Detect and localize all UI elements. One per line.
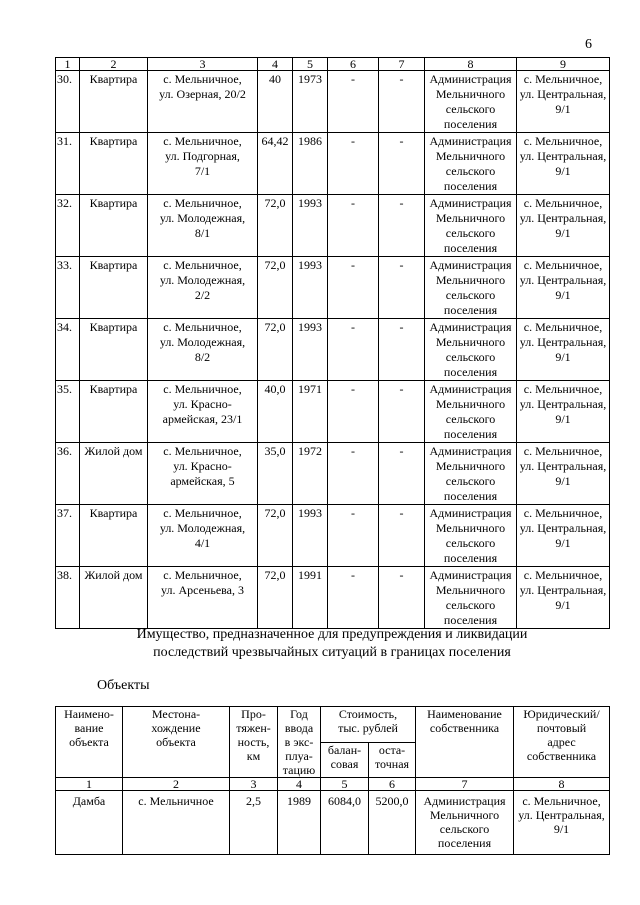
col-header-owner-address-line: Юридический/ <box>523 707 600 721</box>
owner-address-line: с. Мельничное, <box>523 134 603 148</box>
table-row <box>56 257 610 319</box>
owner-name-line: Мельничного <box>435 335 506 349</box>
owner-name-line: Администрация <box>429 72 512 86</box>
table-row <box>56 567 610 629</box>
owner-name-line: Мельничного <box>435 87 506 101</box>
col-header-owner-line: собственника <box>429 721 500 735</box>
property-address-line: ул. Арсеньева, 3 <box>161 583 244 597</box>
row-number: 38. <box>56 567 80 629</box>
owner-address-line: с. Мельничное, <box>523 320 603 334</box>
objects-heading: Объекты <box>97 678 150 693</box>
property-address-line: с. Мельничное, <box>163 382 242 396</box>
column-number: 9 <box>517 58 610 71</box>
col-header-commission-year <box>278 707 321 778</box>
col-header-owner-address-line: собственника <box>526 749 597 763</box>
col-header-length-line: км <box>246 749 261 763</box>
owner-address-line: с. Мельничное, <box>523 506 603 520</box>
property-address-line: с. Мельничное, <box>163 72 242 86</box>
property-year: 1971 <box>293 381 328 443</box>
column-number: 2 <box>80 58 148 71</box>
owner-name-line: сельского <box>445 288 496 302</box>
owner-name <box>425 505 517 567</box>
cost-balance: 6084,0 <box>321 791 369 855</box>
table-row <box>56 791 610 855</box>
property-area: 72,0 <box>258 319 293 381</box>
col-header-length-line: ность, <box>237 735 270 749</box>
owner-name-line: поселения <box>437 836 492 850</box>
property-address <box>148 133 258 195</box>
owner-address-line: с. Мельничное, <box>523 382 603 396</box>
owner-address-line: ул. Центральная, <box>518 808 605 822</box>
owner-name-line: поселения <box>443 427 498 441</box>
owner-address <box>517 443 610 505</box>
property-type: Квартира <box>80 319 148 381</box>
property-address-line: 2/2 <box>194 288 211 302</box>
section-title <box>55 626 609 662</box>
cost-residual: 5200,0 <box>369 791 416 855</box>
property-address-line: ул. Молодежная, <box>159 521 246 535</box>
owner-name-line: сельского <box>439 822 490 836</box>
owner-address-line: с. Мельничное, <box>523 72 603 86</box>
column-7-value: - <box>379 505 425 567</box>
property-area: 35,0 <box>258 443 293 505</box>
owner-address <box>517 133 610 195</box>
col-header-object-name-line: объекта <box>69 735 109 749</box>
col-header-object-name-line: вание <box>74 721 104 735</box>
object-name: Дамба <box>56 791 123 855</box>
owner-name-line: поселения <box>443 179 498 193</box>
emergency-objects-table <box>55 706 610 855</box>
property-address <box>148 257 258 319</box>
owner-name-line: поселения <box>443 551 498 565</box>
column-6-value: - <box>328 195 379 257</box>
owner-name <box>425 443 517 505</box>
property-type: Жилой дом <box>80 567 148 629</box>
owner-address <box>517 567 610 629</box>
column-6-value: - <box>328 71 379 133</box>
owner-name-line: сельского <box>445 164 496 178</box>
owner-name <box>425 133 517 195</box>
owner-name-line: Администрация <box>429 382 512 396</box>
row-number: 37. <box>56 505 80 567</box>
property-type: Квартира <box>80 195 148 257</box>
owner-address-line: ул. Центральная, <box>519 149 607 163</box>
property-type: Квартира <box>80 505 148 567</box>
column-7-value: - <box>379 71 425 133</box>
property-address <box>148 505 258 567</box>
owner-name <box>425 381 517 443</box>
col-header-commission-year-line: Год <box>290 707 308 721</box>
owner-address-line: ул. Центральная, <box>519 521 607 535</box>
property-address-line: ул. Озерная, 20/2 <box>159 87 246 101</box>
property-year: 1993 <box>293 505 328 567</box>
owner-name-line: Администрация <box>429 320 512 334</box>
col-header-cost-balance-line: балан- <box>327 742 362 757</box>
owner-address-line: с. Мельничное, <box>522 794 601 808</box>
column-number: 3 <box>148 58 258 71</box>
owner-name-line: поселения <box>443 489 498 503</box>
owner-address-line: 9/1 <box>555 474 571 488</box>
owner-name-line: сельского <box>445 350 496 364</box>
property-year: 1986 <box>293 133 328 195</box>
owner-address-line: с. Мельничное, <box>523 568 603 582</box>
row-number: 30. <box>56 71 80 133</box>
owner-address <box>517 195 610 257</box>
row-number: 33. <box>56 257 80 319</box>
owner-name <box>425 257 517 319</box>
owner-name <box>425 195 517 257</box>
owner-name-line: сельского <box>445 226 496 240</box>
column-number: 8 <box>425 58 517 71</box>
column-number: 6 <box>369 778 416 791</box>
property-year: 1993 <box>293 195 328 257</box>
property-year: 1972 <box>293 443 328 505</box>
property-address-line: ул. Молодежная, <box>159 211 246 225</box>
property-address-line: ул. Красно- <box>173 397 232 411</box>
owner-name-line: Мельничного <box>435 583 506 597</box>
table-row <box>56 133 610 195</box>
col-header-cost-residual <box>369 742 416 778</box>
col-header-cost-line: Стоимость, <box>338 707 398 721</box>
owner-address-line: ул. Центральная, <box>519 87 607 101</box>
property-type: Квартира <box>80 381 148 443</box>
owner-name-line: Администрация <box>423 794 506 808</box>
owner-name <box>425 319 517 381</box>
owner-address <box>517 381 610 443</box>
col-header-owner-address-line: почтовый <box>536 721 587 735</box>
property-address-line: с. Мельничное, <box>163 320 242 334</box>
property-year: 1973 <box>293 71 328 133</box>
property-address-line: с. Мельничное, <box>163 196 242 210</box>
column-6-value: - <box>328 319 379 381</box>
property-address-line: с. Мельничное, <box>163 568 242 582</box>
col-header-cost <box>321 707 416 743</box>
owner-name-line: сельского <box>445 536 496 550</box>
owner-address-line: 9/1 <box>555 102 571 116</box>
owner-address <box>517 71 610 133</box>
column-number: 5 <box>293 58 328 71</box>
table-row <box>56 505 610 567</box>
owner-name <box>416 791 514 855</box>
col-header-length-line: тяжен- <box>236 721 271 735</box>
owner-name-line: Администрация <box>429 258 512 272</box>
row-number: 31. <box>56 133 80 195</box>
owner-address-line: с. Мельничное, <box>523 258 603 272</box>
property-address-line: 4/1 <box>194 536 211 550</box>
owner-name-line: сельского <box>445 102 496 116</box>
column-6-value: - <box>328 443 379 505</box>
column-number-row <box>56 58 610 71</box>
column-number: 4 <box>278 778 321 791</box>
column-7-value: - <box>379 319 425 381</box>
owner-name-line: сельского <box>445 598 496 612</box>
row-number: 35. <box>56 381 80 443</box>
property-address-line: 7/1 <box>194 164 211 178</box>
column-7-value: - <box>379 133 425 195</box>
property-address-line: с. Мельничное, <box>163 258 242 272</box>
section-title-line: Имущество, предназначенное для предупреждения и ликвидации <box>136 627 528 642</box>
owner-address-line: 9/1 <box>555 350 571 364</box>
row-number: 34. <box>56 319 80 381</box>
column-number: 1 <box>56 778 123 791</box>
object-length: 2,5 <box>230 791 278 855</box>
col-header-object-name-line: Наимено- <box>64 707 114 721</box>
owner-name-line: сельского <box>445 474 496 488</box>
property-area: 72,0 <box>258 257 293 319</box>
column-7-value: - <box>379 257 425 319</box>
column-number: 2 <box>123 778 230 791</box>
col-header-owner <box>416 707 514 778</box>
owner-name-line: поселения <box>443 365 498 379</box>
property-address <box>148 71 258 133</box>
owner-address-line: ул. Центральная, <box>519 335 607 349</box>
property-address-line: армейская, 5 <box>170 474 235 488</box>
owner-address-line: с. Мельничное, <box>523 196 603 210</box>
property-address-line: 8/2 <box>194 350 211 364</box>
owner-name-line: поселения <box>443 613 498 627</box>
property-address-line: с. Мельничное, <box>163 444 242 458</box>
owner-address <box>517 319 610 381</box>
table-row <box>56 443 610 505</box>
col-header-commission-year-line: ввода <box>284 721 314 735</box>
owner-name-line: Администрация <box>429 196 512 210</box>
owner-address <box>517 257 610 319</box>
column-number-row <box>56 778 610 791</box>
col-header-cost-residual-line: оста- <box>378 742 406 757</box>
col-header-location-line: Местона- <box>151 707 201 721</box>
property-address <box>148 381 258 443</box>
col-header-length-line: Про- <box>241 707 266 721</box>
col-header-cost-balance <box>321 742 369 778</box>
row-number: 36. <box>56 443 80 505</box>
col-header-owner-line: Наименование <box>427 707 502 721</box>
owner-address-line: ул. Центральная, <box>519 273 607 287</box>
table-row <box>56 195 610 257</box>
object-year: 1989 <box>278 791 321 855</box>
col-header-cost-balance-line: совая <box>330 756 359 771</box>
col-header-owner-address <box>514 707 610 778</box>
property-address <box>148 195 258 257</box>
column-number: 1 <box>56 58 80 71</box>
owner-name-line: Мельничного <box>435 211 506 225</box>
owner-name-line: Мельничного <box>435 273 506 287</box>
section-title-line: последствий чрезвычайных ситуаций в границах поселения <box>153 645 511 660</box>
column-number: 8 <box>514 778 610 791</box>
table-row <box>56 71 610 133</box>
col-header-location <box>123 707 230 778</box>
column-6-value: - <box>328 505 379 567</box>
col-header-cost-line: тыс. рублей <box>338 721 398 735</box>
column-7-value: - <box>379 443 425 505</box>
property-address-line: с. Мельничное, <box>163 134 242 148</box>
object-location: с. Мельничное <box>123 791 230 855</box>
column-7-value: - <box>379 195 425 257</box>
row-number: 32. <box>56 195 80 257</box>
owner-name-line: Администрация <box>429 506 512 520</box>
owner-address-line: 9/1 <box>555 226 571 240</box>
column-6-value: - <box>328 133 379 195</box>
property-type: Квартира <box>80 133 148 195</box>
property-address <box>148 443 258 505</box>
column-7-value: - <box>379 381 425 443</box>
property-type: Квартира <box>80 71 148 133</box>
owner-address <box>514 791 610 855</box>
property-area: 72,0 <box>258 195 293 257</box>
table-row <box>56 381 610 443</box>
property-address-line: 8/1 <box>194 226 211 240</box>
property-address-line: с. Мельничное, <box>163 506 242 520</box>
owner-address-line: 9/1 <box>555 164 571 178</box>
column-number: 3 <box>230 778 278 791</box>
owner-name-line: Администрация <box>429 134 512 148</box>
property-table <box>55 57 610 629</box>
column-6-value: - <box>328 567 379 629</box>
owner-address-line: ул. Центральная, <box>519 211 607 225</box>
owner-address-line: 9/1 <box>555 288 571 302</box>
property-address-line: армейская, 23/1 <box>162 412 243 426</box>
col-header-object-name <box>56 707 123 778</box>
col-header-location-line: хождение <box>151 721 201 735</box>
owner-name-line: Администрация <box>429 568 512 582</box>
owner-address-line: ул. Центральная, <box>519 459 607 473</box>
column-number: 5 <box>321 778 369 791</box>
col-header-owner-address-line: адрес <box>547 735 576 749</box>
owner-name-line: Мельничного <box>435 397 506 411</box>
property-type: Квартира <box>80 257 148 319</box>
property-year: 1993 <box>293 257 328 319</box>
col-header-location-line: объекта <box>156 735 196 749</box>
property-year: 1993 <box>293 319 328 381</box>
owner-name-line: Мельничного <box>429 808 500 822</box>
owner-name <box>425 567 517 629</box>
column-7-value: - <box>379 567 425 629</box>
property-area: 64,42 <box>258 133 293 195</box>
owner-address-line: 9/1 <box>555 536 571 550</box>
property-address-line: ул. Подгорная, <box>165 149 240 163</box>
owner-name-line: Администрация <box>429 444 512 458</box>
property-address-line: ул. Молодежная, <box>159 335 246 349</box>
owner-address-line: с. Мельничное, <box>523 444 603 458</box>
property-address <box>148 319 258 381</box>
owner-address-line: ул. Центральная, <box>519 583 607 597</box>
owner-name-line: сельского <box>445 412 496 426</box>
owner-name-line: поселения <box>443 241 498 255</box>
property-area: 40,0 <box>258 381 293 443</box>
col-header-commission-year-line: плуа- <box>285 749 313 763</box>
owner-name-line: Мельничного <box>435 459 506 473</box>
owner-address-line: 9/1 <box>555 598 571 612</box>
owner-address-line: 9/1 <box>553 822 570 836</box>
col-header-cost-residual-line: точная <box>374 756 410 771</box>
property-year: 1991 <box>293 567 328 629</box>
property-area: 72,0 <box>258 505 293 567</box>
property-address-line: ул. Молодежная, <box>159 273 246 287</box>
owner-name-line: поселения <box>443 303 498 317</box>
page-number: 6 <box>585 37 592 52</box>
col-header-length <box>230 707 278 778</box>
column-number: 6 <box>328 58 379 71</box>
column-6-value: - <box>328 381 379 443</box>
owner-name-line: Мельничного <box>435 149 506 163</box>
column-number: 7 <box>379 58 425 71</box>
property-area: 40 <box>258 71 293 133</box>
owner-name-line: поселения <box>443 117 498 131</box>
property-area: 72,0 <box>258 567 293 629</box>
column-number: 7 <box>416 778 514 791</box>
owner-name-line: Мельничного <box>435 521 506 535</box>
owner-name <box>425 71 517 133</box>
column-6-value: - <box>328 257 379 319</box>
table-row <box>56 319 610 381</box>
owner-address-line: 9/1 <box>555 412 571 426</box>
column-number: 4 <box>258 58 293 71</box>
owner-address <box>517 505 610 567</box>
property-address <box>148 567 258 629</box>
property-type: Жилой дом <box>80 443 148 505</box>
owner-address-line: ул. Центральная, <box>519 397 607 411</box>
col-header-commission-year-line: тацию <box>282 763 316 777</box>
property-address-line: ул. Красно- <box>173 459 232 473</box>
col-header-commission-year-line: в экс- <box>284 735 314 749</box>
